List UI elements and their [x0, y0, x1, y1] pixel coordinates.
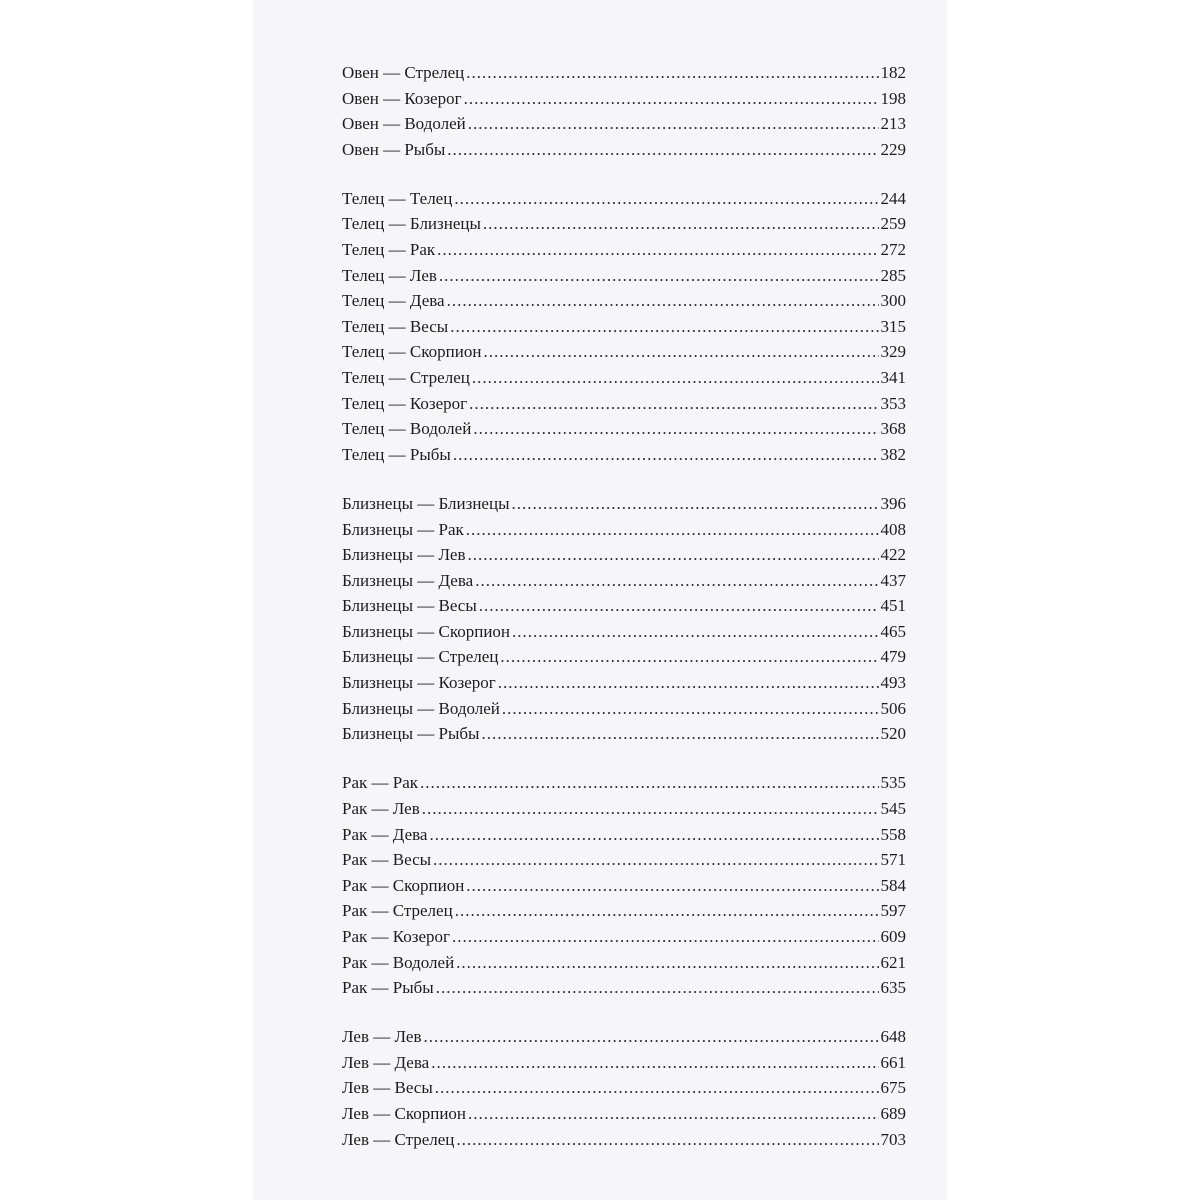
toc-entry-label: Овен — Водолей [342, 114, 466, 134]
dot-leader [475, 568, 878, 594]
toc-entry-label: Лев — Весы [342, 1078, 433, 1098]
dot-leader [423, 1024, 878, 1050]
toc-entry-page-number: 584 [880, 875, 906, 895]
dot-leader [498, 670, 879, 696]
dot-leader [466, 60, 878, 86]
toc-entry [342, 770, 906, 796]
toc-entry-label: Близнецы — Близнецы [342, 493, 510, 513]
toc-entry [342, 288, 906, 314]
toc-entry [342, 542, 906, 568]
toc-entry-label: Телец — Стрелец [342, 368, 470, 388]
toc-entry [342, 391, 906, 417]
toc-entry [342, 60, 906, 86]
toc-entry-label: Рак — Козерог [342, 926, 450, 946]
dot-leader [468, 1101, 878, 1127]
toc-group [342, 1024, 906, 1152]
toc-entry [342, 339, 906, 365]
toc-entry-page-number: 353 [880, 393, 906, 413]
toc-entry-label: Близнецы — Дева [342, 570, 474, 590]
toc-entry-page-number: 635 [880, 978, 906, 998]
toc-entry-page-number: 609 [880, 926, 906, 946]
toc-entry-label: Телец — Телец [342, 188, 453, 208]
toc-entry-page-number: 368 [880, 419, 906, 439]
toc-entry-label: Рак — Стрелец [342, 901, 453, 921]
dot-leader [473, 416, 878, 442]
toc-entry-page-number: 479 [880, 647, 906, 667]
toc-entry-label: Телец — Дева [342, 291, 445, 311]
toc-entry-label: Рак — Лев [342, 798, 420, 818]
toc-entry-label: Рак — Скорпион [342, 875, 465, 895]
dot-leader [433, 847, 878, 873]
toc-entry-label: Близнецы — Скорпион [342, 621, 511, 641]
toc-entry-page-number: 422 [880, 545, 906, 565]
dot-leader [512, 619, 878, 645]
toc-entry-page-number: 621 [880, 952, 906, 972]
dot-leader [454, 186, 878, 212]
toc-entry [342, 644, 906, 670]
toc-group [342, 491, 906, 747]
toc-entry [342, 696, 906, 722]
toc-entry-page-number: 329 [880, 342, 906, 362]
toc-entry [342, 721, 906, 747]
toc-entry [342, 86, 906, 112]
toc-entry-label: Лев — Лев [342, 1027, 422, 1047]
toc-entry-label: Близнецы — Рак [342, 519, 464, 539]
dot-leader [464, 86, 879, 112]
toc-entry-label: Рак — Водолей [342, 952, 455, 972]
dot-leader [466, 873, 878, 899]
toc-entry [342, 593, 906, 619]
dot-leader [466, 517, 879, 543]
toc-entry-page-number: 437 [880, 570, 906, 590]
toc-entry-page-number: 382 [880, 444, 906, 464]
toc-entry-page-number: 535 [880, 773, 906, 793]
toc-entry-label: Телец — Рыбы [342, 444, 451, 464]
dot-leader [447, 288, 879, 314]
toc-entry-page-number: 229 [880, 139, 906, 159]
toc-entry-label: Телец — Близнецы [342, 214, 481, 234]
toc-entry [342, 568, 906, 594]
toc-entry-label: Телец — Лев [342, 265, 437, 285]
dot-leader [431, 1050, 878, 1076]
toc-entry-page-number: 285 [880, 265, 906, 285]
toc-entry-page-number: 703 [880, 1129, 906, 1149]
toc-entry-page-number: 396 [880, 493, 906, 513]
toc-entry-label: Близнецы — Козерог [342, 673, 496, 693]
toc-entry-label: Телец — Скорпион [342, 342, 482, 362]
dot-leader [447, 137, 878, 163]
toc-entry [342, 950, 906, 976]
toc-entry [342, 365, 906, 391]
toc-entry-page-number: 182 [880, 63, 906, 82]
dot-leader [472, 365, 879, 391]
toc-entry-page-number: 558 [880, 824, 906, 844]
dot-leader [467, 542, 878, 568]
dot-leader [429, 822, 878, 848]
toc-entry [342, 924, 906, 950]
toc-entry-page-number: 315 [880, 316, 906, 336]
dot-leader [502, 696, 879, 722]
toc-entry-label: Рак — Рак [342, 773, 419, 793]
toc-entry-label: Овен — Козерог [342, 88, 462, 108]
toc-entry [342, 416, 906, 442]
toc-entry [342, 847, 906, 873]
toc-entry-label: Рак — Рыбы [342, 978, 434, 998]
toc-entry [342, 796, 906, 822]
toc-entry [342, 186, 906, 212]
toc-entry-label: Телец — Козерог [342, 393, 468, 413]
toc-entry [342, 1075, 906, 1101]
toc-entry-label: Овен — Рыбы [342, 139, 446, 159]
toc-entry [342, 517, 906, 543]
toc-entry [342, 898, 906, 924]
dot-leader [500, 644, 878, 670]
toc-entry [342, 211, 906, 237]
toc-entry-label: Рак — Дева [342, 824, 428, 844]
toc-group [342, 770, 906, 1000]
toc-entry-label: Близнецы — Лев [342, 545, 466, 565]
toc-entry-page-number: 661 [880, 1052, 906, 1072]
toc-entry-label: Овен — Стрелец [342, 63, 465, 82]
toc-entry-page-number: 506 [880, 698, 906, 718]
toc-entry [342, 263, 906, 289]
toc-entry-label: Лев — Дева [342, 1052, 430, 1072]
toc-entry-page-number: 272 [880, 240, 906, 260]
toc-entry-page-number: 259 [880, 214, 906, 234]
toc-entry-page-number: 465 [880, 621, 906, 641]
dot-leader [453, 442, 879, 468]
dot-leader [481, 721, 878, 747]
toc-entry [342, 1101, 906, 1127]
toc-entry-label: Телец — Рак [342, 240, 436, 260]
toc-entry-label: Близнецы — Весы [342, 596, 477, 616]
toc-entry-page-number: 213 [880, 114, 906, 134]
dot-leader [479, 593, 879, 619]
toc-entry-label: Лев — Скорпион [342, 1103, 467, 1123]
dot-leader [469, 391, 878, 417]
toc-entry-page-number: 408 [880, 519, 906, 539]
toc-entry [342, 873, 906, 899]
toc-entry-label: Близнецы — Рыбы [342, 724, 480, 744]
dot-leader [422, 796, 879, 822]
toc-group [342, 186, 906, 468]
dot-leader [455, 898, 879, 924]
toc-entry-page-number: 198 [880, 88, 906, 108]
dot-leader [512, 491, 879, 517]
toc-entry [342, 111, 906, 137]
toc-entry-page-number: 675 [880, 1078, 906, 1098]
toc-entry [342, 442, 906, 468]
dot-leader [468, 111, 879, 137]
toc-entry-label: Телец — Водолей [342, 419, 472, 439]
dot-leader [456, 950, 878, 976]
toc-entry [342, 237, 906, 263]
toc-entry [342, 822, 906, 848]
toc-entry [342, 670, 906, 696]
toc-entry [342, 1024, 906, 1050]
toc-entry-label: Близнецы — Водолей [342, 698, 500, 718]
toc-entry [342, 1127, 906, 1153]
toc-entry [342, 137, 906, 163]
toc-entry [342, 491, 906, 517]
toc-entry-label: Лев — Стрелец [342, 1129, 455, 1149]
dot-leader [439, 263, 879, 289]
toc-entry-page-number: 244 [880, 188, 906, 208]
toc-entry-label: Телец — Весы [342, 316, 449, 336]
toc-entry [342, 975, 906, 1001]
dot-leader [456, 1127, 878, 1153]
toc-entry-page-number: 571 [880, 850, 906, 870]
toc-entry-label: Рак — Весы [342, 850, 432, 870]
toc-entry-page-number: 451 [880, 596, 906, 616]
dot-leader [420, 770, 878, 796]
dot-leader [450, 314, 878, 340]
toc-entry-label: Близнецы — Стрелец [342, 647, 499, 667]
dot-leader [435, 1075, 879, 1101]
toc-entry [342, 1050, 906, 1076]
toc-entry-page-number: 341 [880, 368, 906, 388]
toc-entry-page-number: 545 [880, 798, 906, 818]
dot-leader [452, 924, 879, 950]
toc-entry-page-number: 597 [880, 901, 906, 921]
toc-entry-page-number: 300 [880, 291, 906, 311]
toc-entry-page-number: 648 [880, 1027, 906, 1047]
toc-entry [342, 619, 906, 645]
toc-entry [342, 314, 906, 340]
toc-entry-page-number: 520 [880, 724, 906, 744]
dot-leader [436, 975, 879, 1001]
toc-entry-page-number: 493 [880, 673, 906, 693]
table-of-contents [342, 60, 906, 1152]
dot-leader [483, 211, 879, 237]
dot-leader [437, 237, 878, 263]
toc-entry-page-number: 689 [880, 1103, 906, 1123]
dot-leader [483, 339, 878, 365]
toc-group [342, 60, 906, 162]
